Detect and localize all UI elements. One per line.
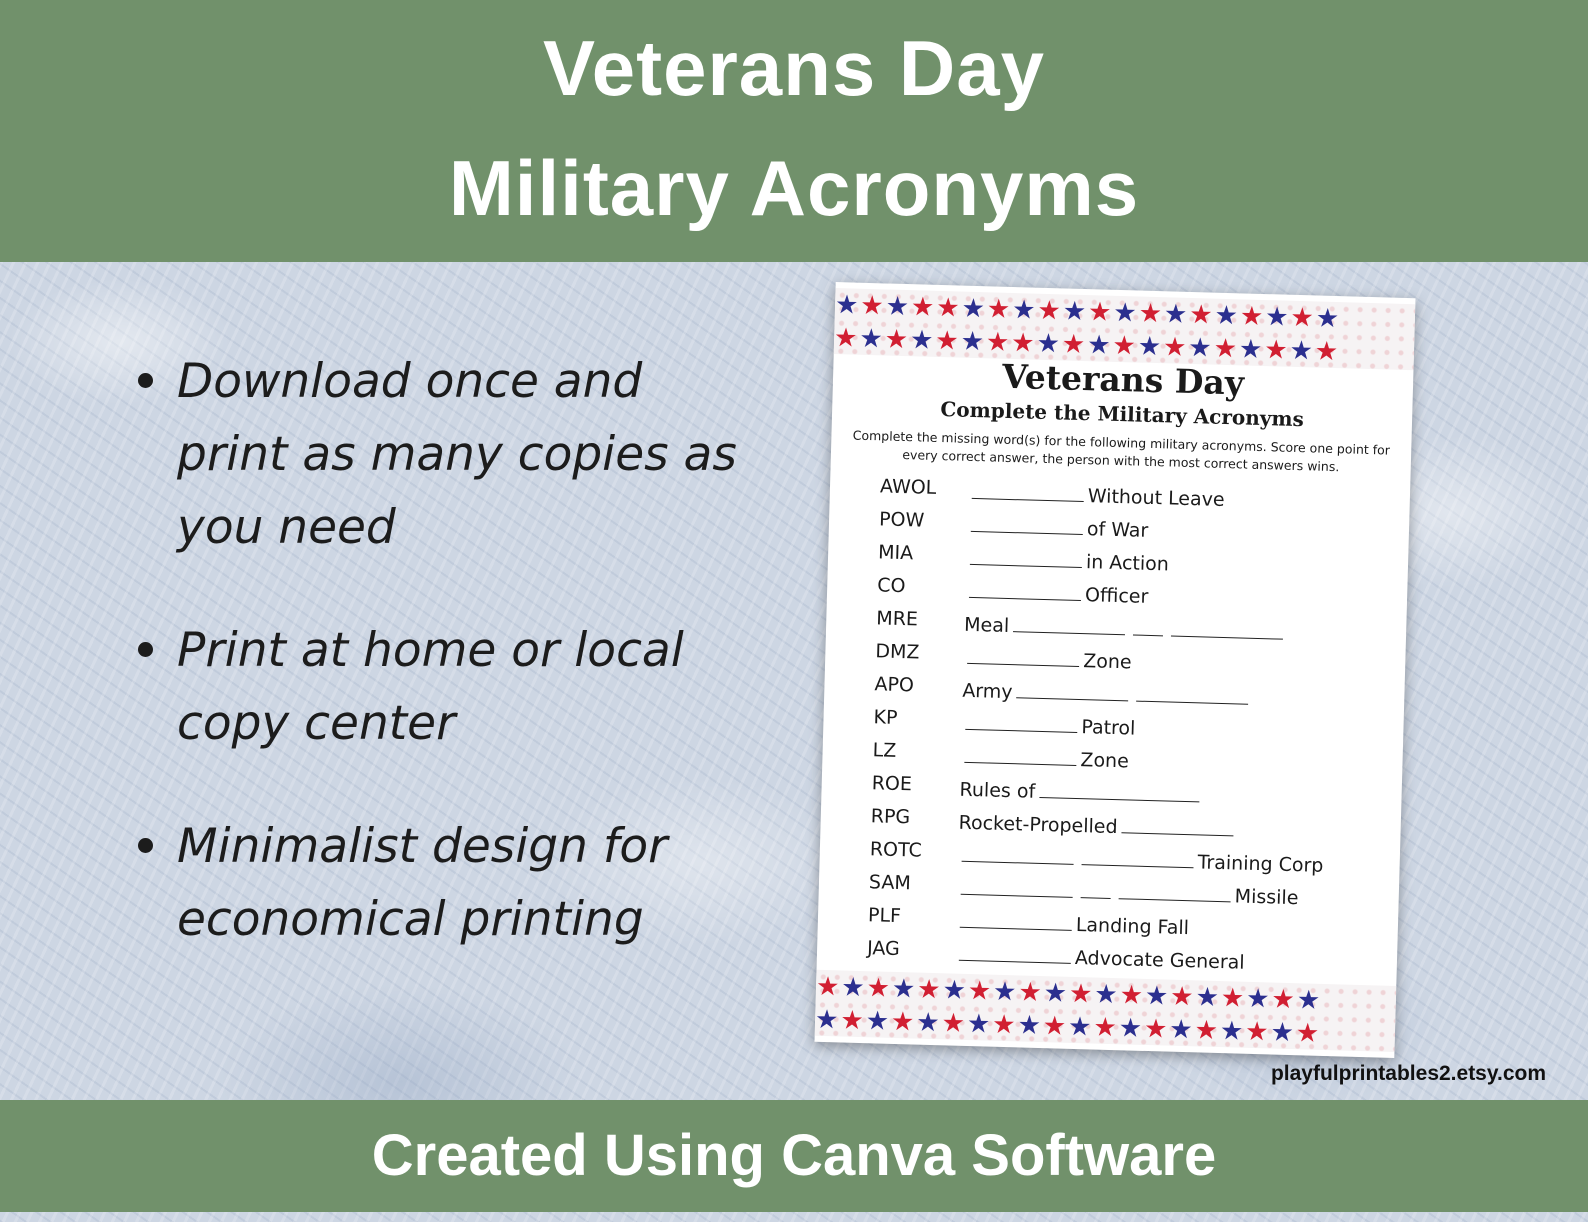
acronym: POW (878, 508, 925, 532)
acronym: SAM (868, 871, 912, 895)
feature-item: Minimalist design for economical printing (135, 810, 755, 956)
star-border-top: ★★★★★★★★★★★★★★★★★★★★ ★★★★★★★★★★★★★★★★★★★★ (834, 288, 1416, 370)
title-line-2: Military Acronyms (448, 144, 1140, 232)
acronym-clue: Army (962, 679, 1013, 704)
worksheet-title: Veterans Day (1001, 356, 1245, 403)
acronym: ROE (871, 772, 913, 796)
acronym: DMZ (875, 640, 920, 664)
acronym-clue: Meal (963, 613, 1010, 638)
acronym-clue: Patrol (1081, 716, 1136, 740)
acronym: JAG (866, 937, 901, 961)
star-border-bottom: ★★★★★★★★★★★★★★★★★★★★ ★★★★★★★★★★★★★★★★★★★★ (815, 970, 1397, 1052)
acronym-clue: Rocket-Propelled (958, 811, 1118, 839)
acronym-clue: Landing Fall (1075, 914, 1190, 940)
acronym-clue: in Action (1085, 551, 1170, 576)
acronym-clue: Missile (1234, 885, 1299, 910)
acronym: MIA (877, 541, 914, 565)
acronym: PLF (867, 904, 902, 928)
acronym-clue: Training Corp (1197, 851, 1324, 877)
acronym: ROTC (869, 838, 923, 862)
acronym: RPG (870, 805, 911, 829)
acronym: APO (874, 673, 915, 697)
acronym-clue: of War (1086, 518, 1149, 542)
feature-list (135, 345, 755, 1006)
title-banner (0, 0, 1588, 262)
acronym: MRE (876, 607, 919, 631)
acronym: KP (873, 706, 898, 729)
worksheet-page (815, 282, 1416, 1058)
footer-banner (0, 1100, 1588, 1212)
footer-text: Created Using Canva Software (371, 1123, 1217, 1188)
acronym: LZ (872, 739, 897, 762)
feature-item: Print at home or local copy center (135, 614, 755, 760)
acronym: CO (876, 574, 906, 598)
acronym-clue: Rules of (959, 778, 1036, 803)
acronym-clue: Zone (1082, 650, 1132, 674)
acronym-clue: Advocate General (1074, 946, 1245, 974)
store-url: playfulprintables2.etsy.com (1270, 1062, 1546, 1085)
worksheet-instructions: Complete the missing word(s) for the following military acronyms. Score one point for every correct answer, the person with the most correct answers wins. (852, 427, 1391, 475)
worksheet-subtitle: Complete the Military Acronyms (940, 397, 1305, 432)
worksheet-preview (815, 282, 1416, 1058)
acronym-list (867, 473, 1391, 982)
acronym-clue: Officer (1084, 584, 1149, 608)
acronym-clue: Zone (1080, 749, 1130, 773)
title-line-1: Veterans Day (543, 24, 1045, 112)
feature-item: Download once and print as many copies as you need (135, 345, 755, 564)
acronym-clue: Without Leave (1087, 485, 1225, 511)
acronym: AWOL (879, 475, 937, 499)
